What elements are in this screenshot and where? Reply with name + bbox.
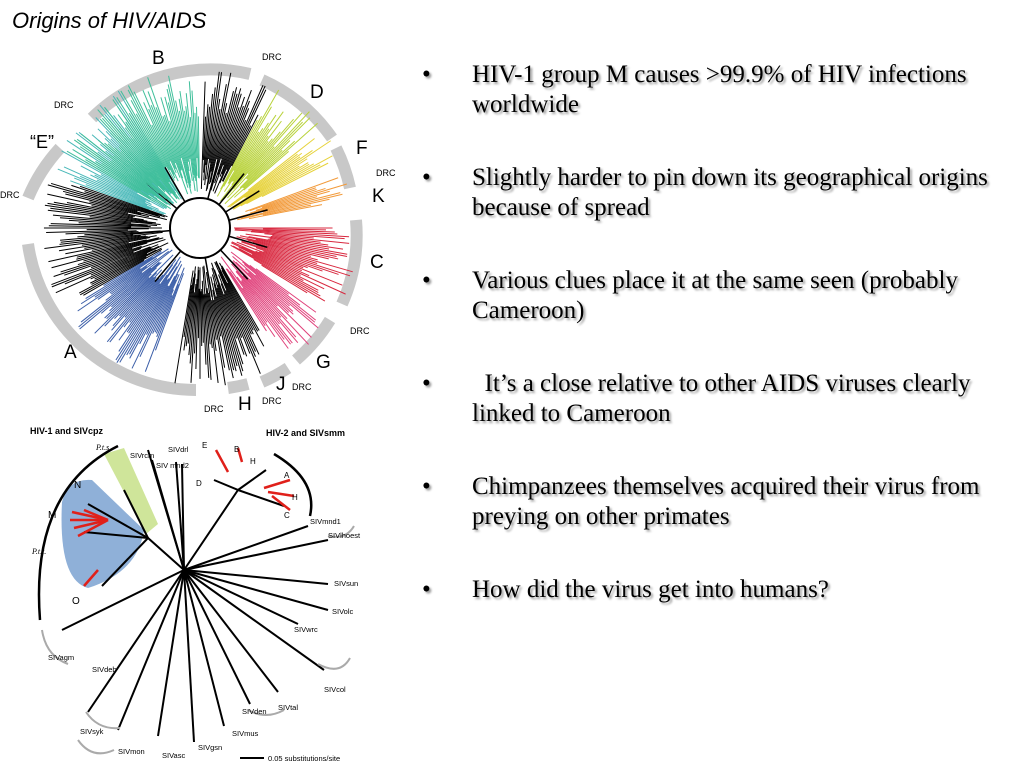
- hiv2-group-h: H: [250, 457, 256, 466]
- siv-label: SIVtal: [278, 703, 299, 712]
- subtype-label-e: “E”: [30, 132, 54, 152]
- band-c: [342, 220, 357, 304]
- band-h: [228, 384, 248, 388]
- bullet-marker: •: [422, 267, 431, 294]
- subtype-label-b: B: [152, 48, 165, 69]
- subtype-label-d: D: [310, 82, 324, 103]
- siv-label: SIVmnd1: [310, 517, 341, 526]
- tree-center: [170, 198, 230, 258]
- drc-label: DRC: [292, 382, 312, 392]
- bullet-marker: •: [422, 576, 431, 603]
- bullet-item: [422, 472, 1012, 532]
- drc-label: DRC: [204, 404, 224, 414]
- subtype-label-f: F: [356, 138, 368, 159]
- bullet-text: Various clues place it at the same seen (probably Cameroon): [472, 267, 958, 324]
- subtype-label-g: G: [316, 352, 331, 373]
- hiv2-group-h2: H: [292, 493, 298, 502]
- tree-branch: [53, 215, 161, 224]
- hiv2-group-e: E: [202, 441, 208, 450]
- drc-label: DRC: [0, 190, 20, 200]
- bullet-text: Chimpanzees themselves acquired their virus from preying on other primates: [472, 473, 980, 530]
- siv-label: SIVdeb: [92, 665, 117, 674]
- group-label-n: N: [74, 480, 82, 491]
- siv-label: SIVlhoest: [328, 531, 361, 540]
- subtype-label-c: C: [370, 252, 384, 273]
- bullet-item: [422, 575, 1012, 605]
- siv-label: SIVsyk: [80, 727, 104, 736]
- siv-label: SIVrcm: [130, 451, 155, 460]
- subtype-label-h: H: [238, 394, 252, 415]
- siv-label: SIVasc: [162, 751, 186, 760]
- siv-label: SIV mnd2: [156, 461, 189, 470]
- pts-label: P.t.s.: [96, 443, 112, 452]
- hiv2-arc: [274, 454, 311, 516]
- bullet-item: [422, 60, 1012, 120]
- siv-label: SIVsun: [334, 579, 359, 588]
- bullet-marker: •: [422, 370, 431, 397]
- bullet-item: [422, 163, 1012, 223]
- tree-stem: [229, 210, 268, 220]
- hiv1-header: HIV-1 and SIVcpz: [30, 426, 104, 436]
- band-f: [336, 148, 350, 188]
- siv-label: SIVgsn: [198, 743, 223, 752]
- siv-label: SIVcol: [324, 685, 346, 694]
- scale-bar-label: 0.05 substitutions/site: [268, 754, 341, 763]
- siv-label: SIVmon: [118, 747, 145, 756]
- tree-branch: [87, 229, 149, 230]
- hiv2-group-c: C: [284, 511, 290, 520]
- drc-label: DRC: [262, 52, 282, 62]
- bullet-marker: •: [422, 61, 431, 88]
- hiv2-group-b: B: [234, 445, 240, 454]
- bullet-text: Slightly harder to pin down its geographical origins because of spread: [472, 164, 988, 221]
- bullet-marker: •: [422, 164, 431, 191]
- hiv2-header: HIV-2 and SIVsmm: [266, 428, 346, 438]
- hiv2-group-a: A: [284, 471, 290, 480]
- siv-label: SIVden: [242, 707, 267, 716]
- hiv2-group-d: D: [196, 479, 202, 488]
- bullet-marker: •: [422, 473, 431, 500]
- bullet-list: [422, 60, 1012, 648]
- bullet-text: HIV-1 group M causes >99.9% of HIV infections worldwide: [472, 61, 967, 118]
- bullet-item: [422, 369, 1012, 429]
- siv-label: SIVdrl: [168, 445, 189, 454]
- hiv1-radial-phylogeny: [0, 38, 400, 416]
- slide-title: Origins of HIV/AIDS: [12, 8, 207, 33]
- bullet-text: How did the virus get into humans?: [472, 576, 829, 603]
- band-e: [28, 148, 60, 198]
- primate-lentivirus-tree: [28, 420, 380, 765]
- siv-label: SIVagm: [48, 653, 75, 662]
- bullet-text: It’s a close relative to other AIDS viruses clearly linked to Cameroon: [472, 370, 977, 427]
- ptt-label: P.t.t.: [32, 547, 47, 556]
- siv-label: SIVwrc: [294, 625, 318, 634]
- group-label-o: O: [72, 596, 80, 607]
- drc-label: DRC: [262, 396, 282, 406]
- drc-label: DRC: [376, 168, 396, 178]
- subtype-label-k: K: [372, 186, 385, 207]
- drc-label: DRC: [54, 100, 74, 110]
- subtype-label-a: A: [64, 342, 77, 363]
- subtype-label-j: J: [276, 374, 286, 395]
- drc-label: DRC: [350, 326, 370, 336]
- radial-branches: [44, 72, 353, 385]
- siv-label: SIVmus: [232, 729, 259, 738]
- siv-label: SIVolc: [332, 607, 354, 616]
- bullet-item: [422, 266, 1012, 326]
- group-label-m: M: [48, 510, 57, 521]
